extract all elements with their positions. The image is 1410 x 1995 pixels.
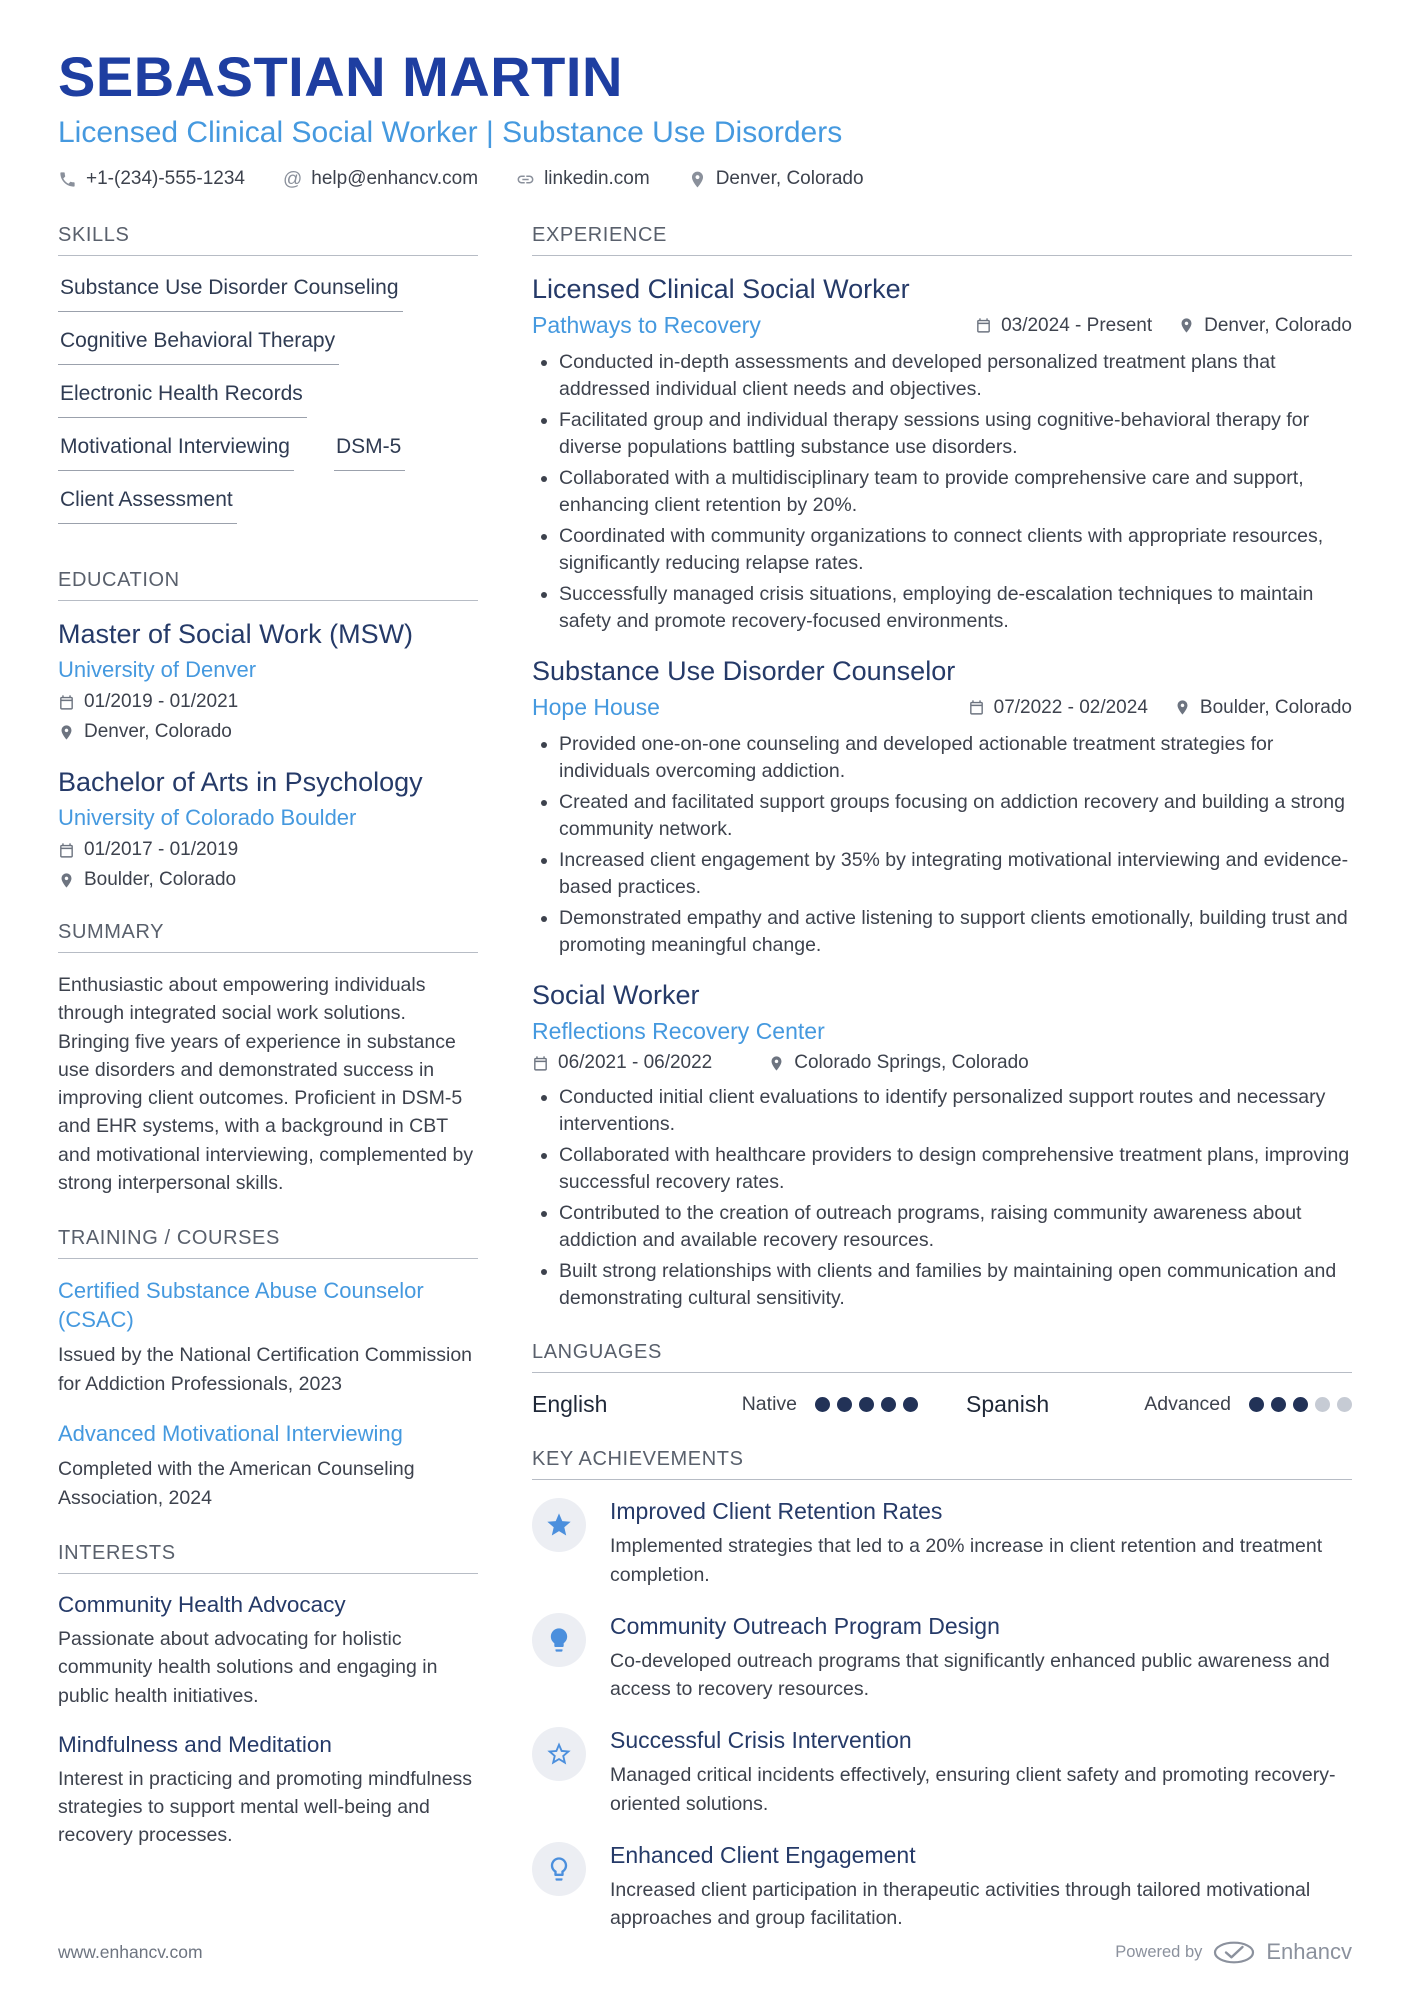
dot-filled (815, 1397, 830, 1412)
education-section (58, 569, 478, 891)
calendar-icon (968, 699, 985, 716)
phone-icon (58, 170, 77, 189)
interest-item (58, 1732, 478, 1850)
section-title-experience: EXPERIENCE (532, 224, 1352, 256)
achievement-title: Community Outreach Program Design (610, 1612, 1000, 1639)
achievement-title: Successful Crisis Intervention (610, 1727, 912, 1754)
company-name: Hope House (532, 694, 660, 721)
job-dates (968, 697, 1148, 719)
dates-text: 01/2017 - 01/2019 (84, 839, 239, 860)
phone-text: +1-(234)-555-1234 (86, 168, 245, 189)
section-title-skills: SKILLS (58, 224, 478, 256)
job-header (532, 694, 1352, 721)
bullet: • Conducted in-depth assessments and developed personalized treatment plans that addressed individual client needs and objectives. (559, 349, 1352, 402)
location-pin-icon (1174, 699, 1191, 716)
language-level: Advanced (1144, 1393, 1231, 1416)
dot-filled (1271, 1397, 1286, 1412)
resume-header (58, 44, 1352, 190)
achievement-desc: Managed critical incidents effectively, ensuring client safety and promoting recovery-oriented solutions. (610, 1764, 1336, 1815)
course-item (58, 1277, 478, 1398)
job-entry (532, 980, 1352, 1311)
education-item (58, 619, 478, 743)
bullet: • Created and facilitated support groups focusing on addiction recovery and building a strong community network. (559, 789, 1352, 842)
section-title-interests: INTERESTS (58, 1542, 478, 1574)
bullet: • Demonstrated empathy and active listening to support clients emotionally, building trust and promoting meaningful change. (559, 905, 1352, 958)
achievement-title: Enhanced Client Engagement (610, 1842, 916, 1868)
achievement-item (532, 1727, 1352, 1818)
course-name: Advanced Motivational Interviewing (58, 1420, 403, 1446)
bullet: • Built strong relationships with clients and families by maintaining open communication and demonstrating cultural sensitivity. (559, 1258, 1352, 1311)
course-item (58, 1420, 478, 1512)
achievement-desc: Implemented strategies that led to a 20% increase in client retention and treatment completion. (610, 1535, 1323, 1586)
location-text: Colorado Springs, Colorado (794, 1052, 1029, 1074)
job-title: Licensed Clinical Social Worker (532, 274, 910, 304)
achievement-body (610, 1498, 1352, 1589)
bullet: • Coordinated with community organizations to connect clients with appropriate resources, significantly reducing relapse rates. (559, 523, 1352, 576)
contact-row (58, 168, 1352, 190)
language-item (966, 1391, 1352, 1418)
section-title-languages: LANGUAGES (532, 1341, 1352, 1373)
dot-filled (1249, 1397, 1264, 1412)
language-dots (815, 1397, 918, 1412)
interest-name: Community Health Advocacy (58, 1591, 346, 1617)
footer-site-url: www.enhancv.com (58, 1941, 203, 1962)
job-entry (532, 656, 1352, 958)
bullet: • Contributed to the creation of outreach programs, raising community awareness about addiction and available recovery resources. (559, 1200, 1352, 1253)
location-pin-icon (58, 724, 75, 741)
dates-text: 07/2022 - 02/2024 (993, 696, 1148, 718)
experience-section (532, 224, 1352, 1311)
course-name: Certified Substance Abuse Counselor (CSAC) (58, 1278, 424, 1332)
star-outline-icon (532, 1727, 586, 1781)
language-level: Native (741, 1393, 797, 1416)
achievement-item (532, 1498, 1352, 1589)
course-desc: Issued by the National Certification Commission for Addiction Professionals, 2023 (58, 1344, 473, 1395)
calendar-icon (532, 1055, 549, 1072)
language-name: English (532, 1391, 608, 1418)
achievement-desc: Increased client participation in therapeutic activities through tailored motivational approaches and group facilitation. (610, 1879, 1311, 1930)
link-icon (516, 170, 535, 189)
enhancv-logo-icon (1213, 1941, 1255, 1964)
brand-name: Enhancv (1266, 1939, 1352, 1964)
achievement-title: Improved Client Retention Rates (610, 1498, 943, 1525)
calendar-icon (58, 842, 75, 859)
job-dates (975, 315, 1152, 337)
job-location (1178, 315, 1352, 337)
achievement-body (610, 1613, 1352, 1704)
powered-by-label: Powered by (1115, 1942, 1203, 1961)
email-text: help@enhancv.com (311, 168, 479, 189)
location-text: Denver, Colorado (1204, 314, 1352, 336)
location-text: Boulder, Colorado (84, 869, 237, 890)
calendar-icon (975, 317, 992, 334)
achievement-item (532, 1613, 1352, 1704)
dot-filled (1293, 1397, 1308, 1412)
job-bullets (532, 731, 1352, 958)
contact-email (283, 168, 478, 190)
section-title-education: EDUCATION (58, 569, 478, 601)
achievement-body (610, 1842, 1352, 1933)
calendar-icon (58, 694, 75, 711)
lightbulb-outline-icon (532, 1842, 586, 1896)
job-title: Substance Use Disorder Counselor (532, 656, 956, 687)
dates-text: 03/2024 - Present (1001, 314, 1153, 336)
bullet: • Collaborated with a multidisciplinary team to provide comprehensive care and support, enhancing client retention by 20%. (559, 465, 1352, 518)
job-title: Social Worker (532, 980, 700, 1011)
location-pin-icon (768, 1055, 785, 1072)
dot-filled (837, 1397, 852, 1412)
interest-desc: Passionate about advocating for holistic community health solutions and engaging in public health initiatives. (58, 1627, 438, 1707)
star-icon (532, 1498, 586, 1552)
job-location (1174, 697, 1352, 719)
skill-item: Client Assessment (58, 486, 237, 524)
language-item (532, 1391, 918, 1418)
skill-item: Electronic Health Records (58, 380, 307, 418)
skills-section (58, 224, 478, 539)
school-name: University of Denver (58, 657, 257, 682)
dot-filled (859, 1397, 874, 1412)
location-pin-icon (58, 872, 75, 889)
dot-filled (903, 1397, 918, 1412)
summary-section (58, 921, 478, 1197)
skill-item: Substance Use Disorder Counseling (58, 274, 403, 312)
location-text: Denver, Colorado (715, 168, 864, 189)
dates-text: 06/2021 - 06/2022 (558, 1052, 713, 1074)
link-text: linkedin.com (544, 168, 650, 189)
language-dots (1249, 1397, 1352, 1412)
job-header (532, 312, 1352, 339)
page-footer (58, 1939, 1352, 1965)
training-section (58, 1227, 478, 1512)
candidate-name: SEBASTIAN MARTIN (58, 45, 623, 108)
languages-list (532, 1391, 1352, 1418)
columns (58, 224, 1352, 1963)
skill-item: Motivational Interviewing (58, 433, 294, 471)
skill-item: Cognitive Behavioral Therapy (58, 327, 339, 365)
education-location (58, 869, 478, 891)
section-title-training: TRAINING / COURSES (58, 1227, 478, 1259)
dot-empty (1315, 1397, 1330, 1412)
interest-item (58, 1592, 478, 1710)
job-entry (532, 274, 1352, 634)
achievement-item (532, 1842, 1352, 1933)
bullet: • Conducted initial client evaluations to identify personalized support routes and necessary interventions. (559, 1084, 1352, 1137)
degree-title: Bachelor of Arts in Psychology (58, 767, 423, 797)
dot-filled (881, 1397, 896, 1412)
skill-item: DSM-5 (334, 433, 405, 471)
interest-name: Mindfulness and Meditation (58, 1731, 332, 1757)
left-column (58, 224, 478, 1963)
job-bullets (532, 349, 1352, 634)
achievement-body (610, 1727, 1352, 1818)
school-name: University of Colorado Boulder (58, 805, 357, 830)
candidate-headline: Licensed Clinical Social Worker | Substance Use Disorders (58, 116, 843, 149)
bullet: • Increased client engagement by 35% by integrating motivational interviewing and evidence-based practices. (559, 847, 1352, 900)
company-name: Pathways to Recovery (532, 312, 761, 338)
section-title-summary: SUMMARY (58, 921, 478, 953)
job-bullets (532, 1084, 1352, 1311)
education-item (58, 767, 478, 891)
bullet: • Successfully managed crisis situations, employing de-escalation techniques to maintain safety and promote recovery-focused environments. (559, 581, 1352, 634)
interests-section (58, 1542, 478, 1850)
job-dates (532, 1052, 712, 1074)
education-dates (58, 691, 478, 713)
company-name: Reflections Recovery Center (532, 1018, 825, 1045)
bullet: • Facilitated group and individual therapy sessions using cognitive-behavioral therapy for diverse populations battling substance use disorders. (559, 407, 1352, 460)
achievement-desc: Co-developed outreach programs that significantly enhanced public awareness and access to recovery resources. (610, 1649, 1330, 1701)
dot-empty (1337, 1397, 1352, 1412)
languages-section (532, 1341, 1352, 1418)
bullet: • Provided one-on-one counseling and developed actionable treatment strategies for individuals overcoming addiction. (559, 731, 1352, 784)
summary-text: Enthusiastic about empowering individuals through integrated social work solutions. Bringing five years of experience in substance use disorders and demonstrated success in improving client outcomes. Proficient in DSM-5 and EHR systems, with a background in CBT and motivational interviewing, complemented by strong interpersonal skills. (58, 974, 474, 1194)
location-pin-icon (1178, 317, 1195, 334)
lightbulb-icon (532, 1613, 586, 1667)
right-column (532, 224, 1352, 1963)
powered-by (1115, 1939, 1352, 1965)
section-title-achievements: KEY ACHIEVEMENTS (532, 1448, 1352, 1480)
degree-title: Master of Social Work (MSW) (58, 619, 414, 649)
location-text: Denver, Colorado (84, 721, 232, 742)
education-location (58, 721, 478, 743)
contact-link (516, 168, 650, 190)
bullet: • Collaborated with healthcare providers to design comprehensive treatment plans, improving successful recovery rates. (559, 1142, 1352, 1195)
dates-text: 01/2019 - 01/2021 (84, 691, 239, 712)
achievements-section (532, 1448, 1352, 1932)
contact-location (688, 168, 864, 190)
language-name: Spanish (966, 1391, 1050, 1418)
contact-phone (58, 168, 245, 190)
skills-list (58, 274, 478, 539)
at-icon: @ (282, 168, 303, 190)
location-pin-icon (688, 170, 707, 189)
course-desc: Completed with the American Counseling Association, 2024 (58, 1458, 415, 1509)
interest-desc: Interest in practicing and promoting mindfulness strategies to support mental well-being and recovery processes. (58, 1767, 473, 1847)
job-meta-row (532, 1052, 1352, 1074)
education-dates (58, 839, 478, 861)
job-location (768, 1052, 1028, 1074)
location-text: Boulder, Colorado (1199, 696, 1352, 718)
